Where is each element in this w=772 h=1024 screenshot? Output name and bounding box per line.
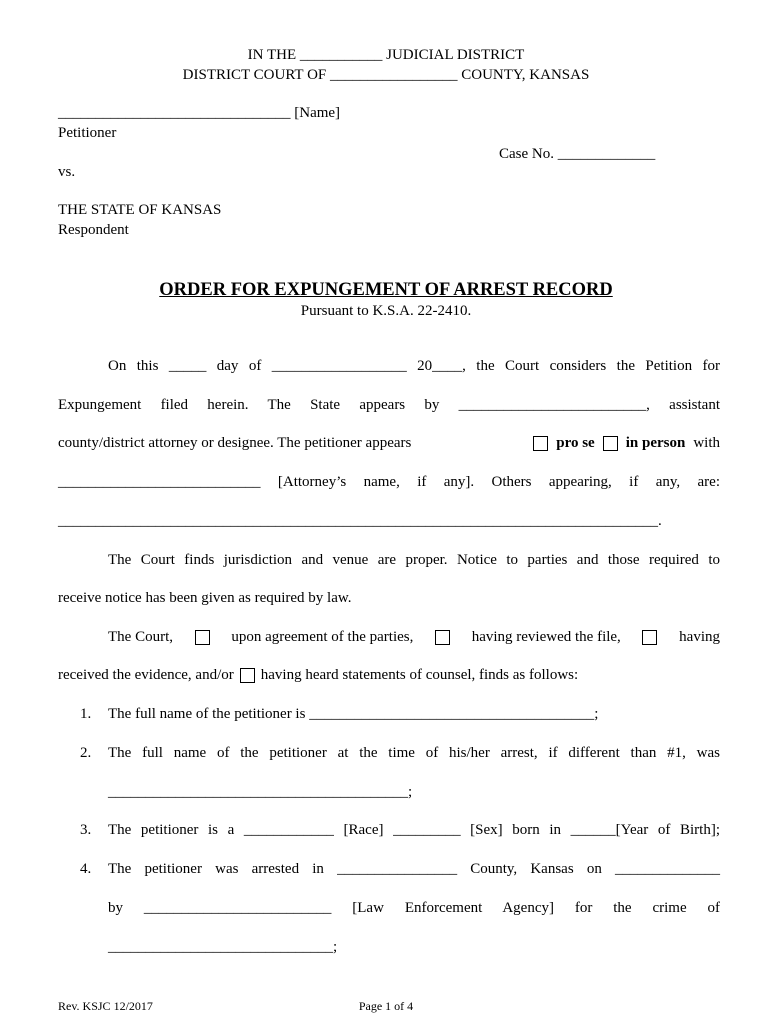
document-title: ORDER FOR EXPUNGEMENT OF ARREST RECORD — [159, 280, 613, 300]
with-label: with — [693, 435, 720, 451]
item-3-text: The petitioner is a ____________ [Race] _________ [Sex] born in ______[Year of Birth]; — [108, 822, 720, 838]
item-1-number: 1. — [80, 706, 92, 722]
para1-line3-text: county/district attorney or designee. The petitioner appears — [58, 435, 412, 451]
respondent-label: Respondent — [58, 222, 129, 238]
para3-line2 — [58, 666, 578, 684]
para1-line1: On this _____ day of __________________ 20____, the Court considers the Petition for — [108, 358, 720, 374]
reviewed-file-label: having reviewed the file, — [471, 629, 621, 645]
item-4-line1: The petitioner was arrested in ________________ County, Kansas on ______________ — [108, 861, 720, 877]
caption-line-1: IN THE ___________ JUDICIAL DISTRICT — [247, 47, 525, 63]
item-2-number: 2. — [80, 745, 92, 761]
evidence-checkbox[interactable] — [642, 630, 657, 645]
petitioner-name-line: _______________________________ [Name] — [58, 105, 341, 121]
versus: vs. — [58, 164, 76, 180]
statements-checkbox[interactable] — [240, 668, 255, 683]
para1-line2: Expungement filed herein. The State appears by _________________________, assistant — [58, 397, 720, 413]
in-person-checkbox[interactable] — [603, 436, 618, 451]
item-4-line2: by _________________________ [Law Enforcement Agency] for the crime of — [108, 900, 720, 916]
case-number: Case No. _____________ — [499, 146, 656, 162]
respondent-name: THE STATE OF KANSAS — [58, 202, 222, 218]
item-3-number: 3. — [80, 822, 92, 838]
para1-line4: ___________________________ [Attorney’s name, if any]. Others appearing, if any, are: — [58, 474, 720, 490]
evidence-label-start: having — [679, 629, 720, 645]
para3-line1 — [108, 628, 720, 646]
appearance-options — [533, 434, 720, 452]
item-2-line2: ________________________________________; — [108, 784, 413, 800]
revision-label: Rev. KSJC 12/2017 — [58, 999, 153, 1013]
pro-se-checkbox[interactable] — [533, 436, 548, 451]
reviewed-file-checkbox[interactable] — [435, 630, 450, 645]
para1-line3 — [58, 434, 720, 452]
agreement-label: upon agreement of the parties, — [231, 629, 414, 645]
statements-label: having heard statements of counsel, finds as follows: — [260, 667, 579, 683]
item-4-number: 4. — [80, 861, 92, 877]
para3-court: The Court, — [108, 629, 173, 645]
agreement-checkbox[interactable] — [195, 630, 210, 645]
pro-se-label: pro se — [556, 435, 595, 451]
item-2-line1: The full name of the petitioner at the time of his/her arrest, if different than #1, was — [108, 745, 720, 761]
in-person-label: in person — [625, 435, 686, 451]
item-4-line3: ______________________________; — [108, 939, 338, 955]
page-number: Page 1 of 4 — [358, 999, 414, 1013]
document-subtitle: Pursuant to K.S.A. 22-2410. — [300, 303, 472, 319]
para2-line2: receive notice has been given as required by law. — [58, 590, 352, 606]
caption-line-2: DISTRICT COURT OF _________________ COUNTY, KANSAS — [182, 67, 590, 83]
petitioner-label: Petitioner — [58, 125, 117, 141]
para2-line1: The Court finds jurisdiction and venue are proper. Notice to parties and those required to — [108, 552, 720, 568]
evidence-label-end: received the evidence, and/or — [58, 667, 234, 683]
para1-line5: ________________________________________________________________________________. — [58, 513, 662, 529]
item-1-text: The full name of the petitioner is ______________________________________; — [108, 706, 599, 722]
